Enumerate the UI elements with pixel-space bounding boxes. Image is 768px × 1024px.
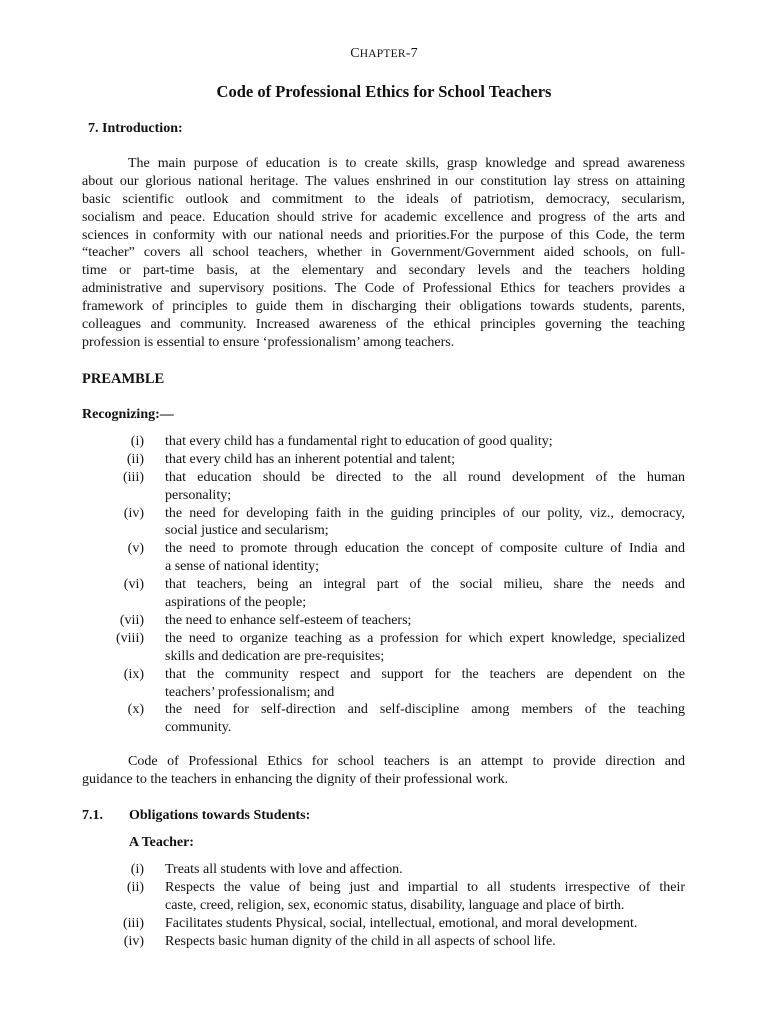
paragraph-line: Code of Professional Ethics for school teachers is an attempt to provide direction and	[128, 754, 685, 769]
list-item-line: caste, creed, religion, sex, economic status, disability, language and place of birth.	[165, 897, 625, 913]
preamble-list-item	[82, 540, 685, 576]
preamble-heading: PREAMBLE	[82, 371, 165, 387]
list-item-number: (iv)	[123, 933, 144, 949]
list-item-number: (vi)	[123, 577, 144, 593]
list-item-line: that every child has a fundamental right to education of good quality;	[165, 434, 553, 449]
introduction-heading: 7. Introduction:	[88, 121, 183, 136]
list-item-line: that every child has an inherent potential and talent;	[165, 451, 456, 467]
list-item-line: the need to enhance self-esteem of teachers;	[165, 612, 412, 628]
paragraph-line: profession is essential to ensure ‘professionalism’ among teachers.	[82, 334, 455, 350]
paragraph-line: time or part-time basis, at the elementary and secondary levels and the teachers holding	[82, 263, 685, 279]
preamble-list-item	[82, 666, 685, 702]
preamble-list	[82, 433, 685, 737]
list-item-line: skills and dedication are pre-requisites;	[165, 648, 385, 664]
paragraph-line: “teacher” covers all school teachers, whether in Government/Government aided schools, on full-	[82, 245, 685, 261]
paragraph-line: socialism and peace. Education should strive for academic excellence and progress of the arts and	[82, 209, 685, 225]
obligation-list-item	[82, 915, 685, 933]
list-item-number: (i)	[130, 862, 144, 877]
preamble-list-item	[82, 576, 685, 612]
list-item-text	[165, 861, 685, 879]
paragraph-line: guidance to the teachers in enhancing the dignity of their professional work.	[82, 771, 509, 787]
list-item-number: (vii)	[119, 612, 144, 628]
list-item-text	[165, 433, 685, 451]
paragraph-line: colleagues and community. Increased awareness of the ethical principles governing the teaching	[82, 317, 685, 333]
list-item-line: Treats all students with love and affection.	[165, 862, 403, 877]
list-item-line: Facilitates students Physical, social, intellectual, emotional, and moral development.	[165, 915, 638, 931]
obligations-list	[82, 861, 685, 951]
list-item-number: (ix)	[123, 666, 144, 682]
list-item-text	[165, 879, 685, 915]
recognizing-heading: Recognizing:—	[82, 407, 174, 422]
paragraph-line: administrative and supervisory positions. The Code of Professional Ethics for teachers provides a	[82, 281, 685, 297]
list-item-line: the need for self-direction and self-discipline among members of the teaching	[165, 702, 685, 718]
list-item-number: (iv)	[123, 505, 144, 521]
preamble-list-item	[82, 433, 685, 451]
chapter-label-smallcaps: HAPTER	[359, 48, 406, 60]
list-item-text	[165, 630, 685, 666]
list-item-line: that the community respect and support for the teachers are dependent on the	[165, 666, 685, 682]
paragraph-line: basic scientific outlook and commitment to the ideals of patriotism, democracy, secularism,	[82, 191, 685, 207]
list-item-line: social justice and secularism;	[165, 523, 329, 539]
list-item-text	[165, 451, 685, 469]
section-title: Obligations towards Students:	[129, 808, 311, 823]
preamble-list-item	[82, 701, 685, 737]
chapter-label	[0, 46, 768, 62]
list-item-text	[165, 612, 685, 630]
list-item-text	[165, 666, 685, 702]
list-item-line: that education should be directed to the all round development of the human	[165, 469, 685, 485]
list-item-number: (i)	[130, 434, 144, 449]
list-item-number: (ii)	[126, 451, 144, 467]
list-item-text	[165, 576, 685, 612]
chapter-label-number: -7	[405, 46, 418, 61]
list-item-number: (iii)	[123, 915, 144, 931]
list-item-line: aspirations of the people;	[165, 595, 307, 611]
list-item-number: (ii)	[126, 879, 144, 895]
list-item-number: (x)	[127, 702, 144, 718]
document-title: Code of Professional Ethics for School Teachers	[216, 82, 552, 101]
preamble-list-item	[82, 612, 685, 630]
list-item-text	[165, 469, 685, 505]
list-item-text	[165, 505, 685, 541]
preamble-list-item	[82, 630, 685, 666]
list-item-line: the need for developing faith in the guiding principles of our polity, viz., democracy,	[165, 505, 685, 521]
preamble-closing-paragraph	[82, 753, 685, 789]
list-item-number: (v)	[127, 541, 144, 557]
obligation-list-item	[82, 933, 685, 951]
paragraph-line: about our glorious national heritage. The values enshrined in our constitution lay stress on attaining	[82, 173, 685, 189]
list-item-text	[165, 933, 685, 951]
list-item-number: (viii)	[116, 630, 144, 646]
preamble-list-item	[82, 505, 685, 541]
list-item-line: that teachers, being an integral part of the social milieu, share the needs and	[165, 577, 685, 593]
introduction-paragraph	[82, 155, 685, 352]
list-item-line: Respects the value of being just and impartial to all students irrespective of their	[165, 879, 685, 895]
list-item-line: teachers’ professionalism; and	[165, 684, 335, 700]
list-item-line: a sense of national identity;	[165, 559, 319, 575]
list-item-text	[165, 540, 685, 576]
preamble-list-item	[82, 451, 685, 469]
list-item-line: the need to promote through education the concept of composite culture of India and	[165, 541, 685, 557]
paragraph-line: framework of principles to guide them in discharging their obligations towards students, parents,	[82, 299, 685, 315]
obligation-list-item	[82, 861, 685, 879]
list-item-line: personality;	[165, 487, 232, 503]
preamble-list-item	[82, 469, 685, 505]
paragraph-line: sciences in conformity with our national needs and priorities.For the purpose of this Code, the term	[82, 227, 685, 243]
list-item-number: (iii)	[123, 469, 144, 485]
list-item-line: community.	[165, 720, 232, 736]
list-item-line: the need to organize teaching as a profession for which expert knowledge, specialized	[165, 630, 685, 646]
chapter-label-initial: C	[350, 46, 360, 61]
obligation-list-item	[82, 879, 685, 915]
section-number: 7.1.	[82, 808, 103, 823]
list-item-text	[165, 915, 685, 933]
list-item-line: Respects basic human dignity of the child in all aspects of school life.	[165, 933, 556, 949]
paragraph-line: The main purpose of education is to create skills, grasp knowledge and spread awareness	[128, 156, 685, 171]
list-item-text	[165, 701, 685, 737]
section-subheading: A Teacher:	[129, 835, 194, 850]
